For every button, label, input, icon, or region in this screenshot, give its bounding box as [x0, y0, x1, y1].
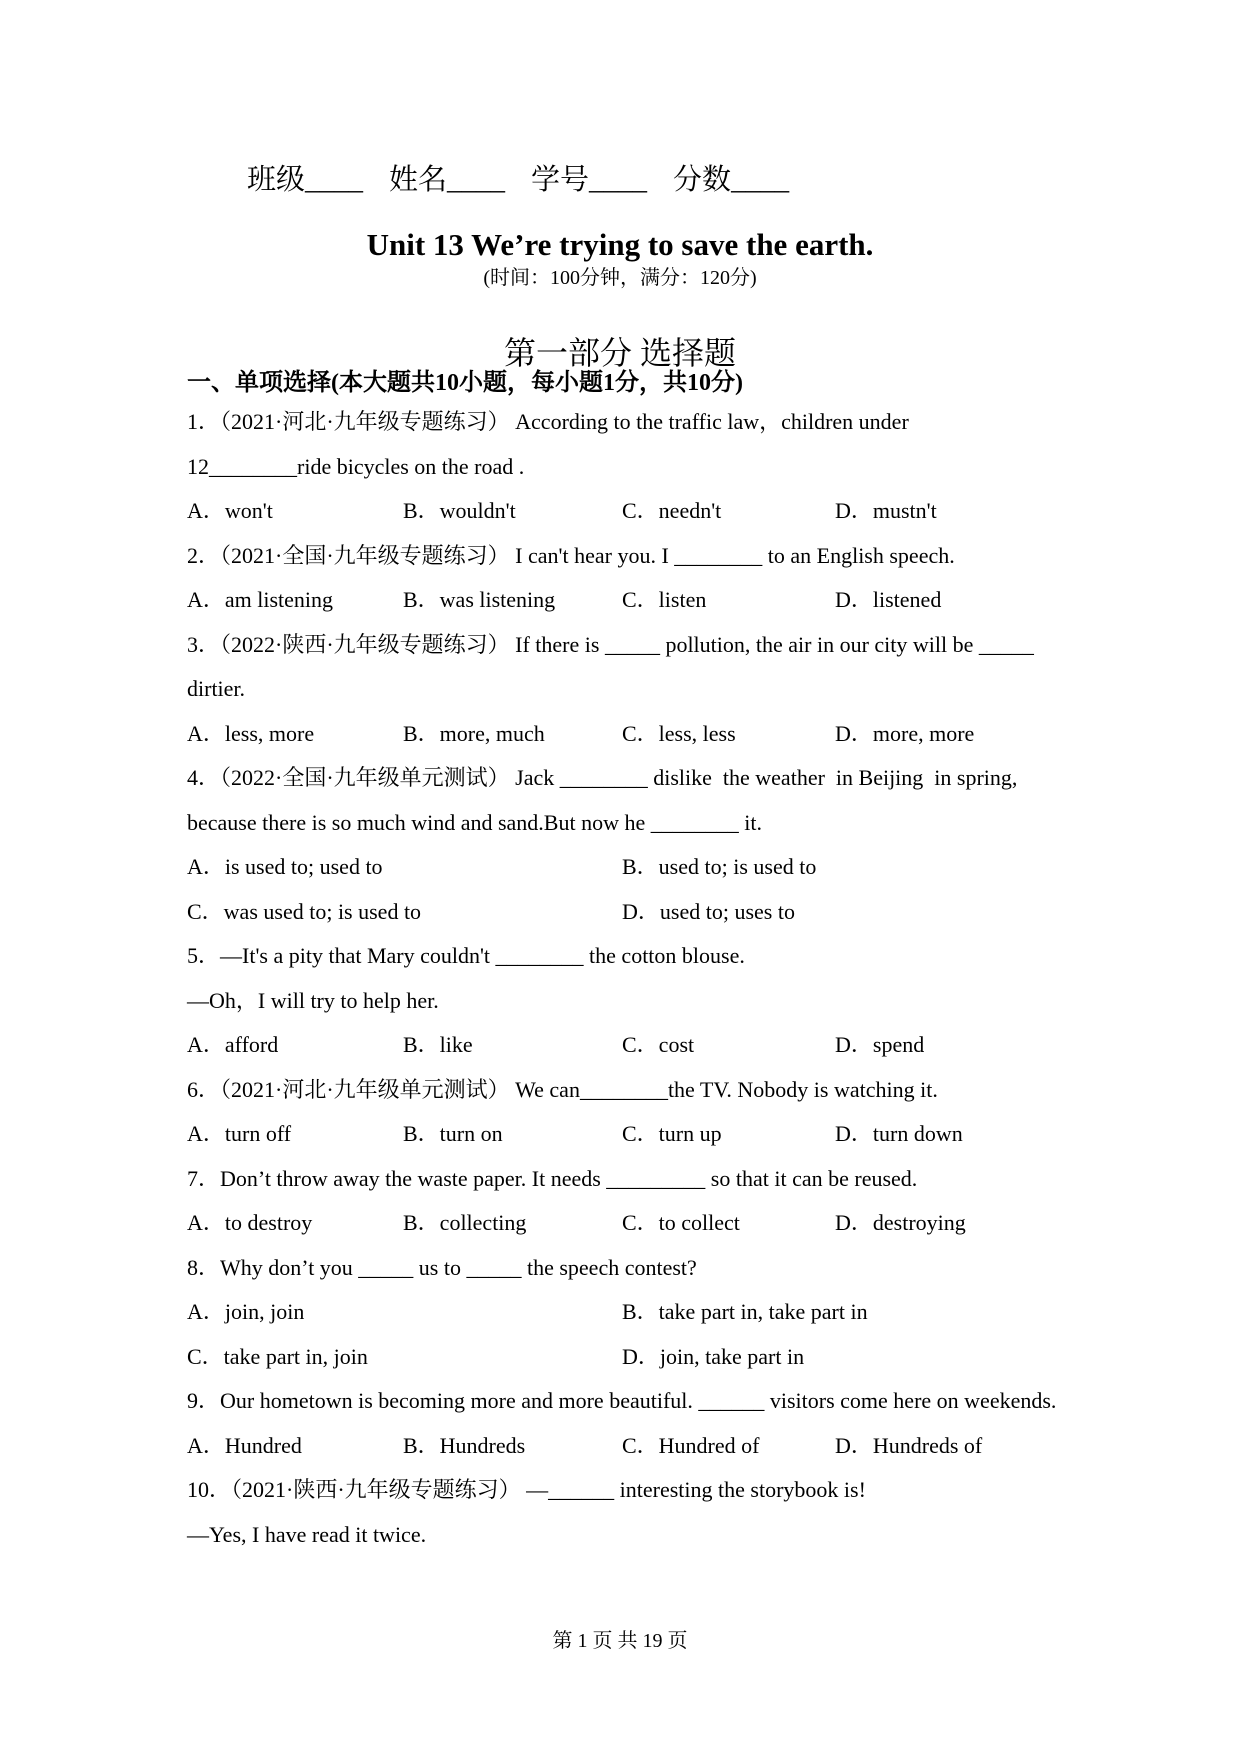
question-7-options-row: [187, 1201, 1073, 1246]
question-4-stem-line-1: 4．（2022·全国·九年级单元测试） Jack ________ dislike the weather in Beijing in spring,: [187, 765, 1018, 790]
question-4-options-row-cd: [187, 890, 1073, 935]
field-name-label: 姓名: [389, 164, 448, 196]
question-3-option-a: A．less, more: [187, 720, 315, 746]
question-7-option-c: C．to collect: [622, 1210, 740, 1235]
question-9-options-row: [187, 1424, 1073, 1469]
question-8-option-b: B．take part in, take part in: [622, 1299, 868, 1324]
field-class-label: 班级: [247, 164, 306, 196]
question-1-option-a: A．won't: [187, 498, 273, 523]
questions-body: [187, 400, 1073, 1557]
question-3-option-c: C．less, less: [622, 720, 736, 746]
field-student-id-label: 学号: [531, 164, 590, 196]
question-9-stem-line-1: 9．Our hometown is becoming more and more beautiful. ______ visitors come here on weekends.: [187, 1388, 1057, 1413]
question-8-option-d: D．join, take part in: [622, 1343, 805, 1369]
question-2-stem-line-1: 2．（2021·全国·九年级专题练习） I can't hear you. I ________ to an English speech.: [187, 542, 955, 568]
question-6-options-row: [187, 1112, 1073, 1157]
field-name: [389, 158, 505, 202]
field-score-label: 分数: [673, 164, 732, 196]
question-7-option-d: D．destroying: [835, 1210, 966, 1235]
question-1-option-b: B．wouldn't: [403, 498, 516, 523]
question-7-option-a: A．to destroy: [187, 1210, 313, 1235]
question-2-option-b: B．was listening: [403, 587, 556, 612]
question-5-options-row: [187, 1023, 1073, 1068]
question-4-option-a: A．is used to; used to: [187, 854, 383, 879]
field-student-id: [531, 158, 647, 202]
question-3-option-d: D．more, more: [835, 720, 975, 746]
question-4-option-c: C．was used to; is used to: [187, 898, 422, 924]
question-5-option-d: D．spend: [835, 1032, 925, 1057]
question-1-option-c: C．needn't: [622, 498, 722, 523]
question-8-option-c: C．take part in, join: [187, 1343, 368, 1369]
question-9-option-c: C．Hundred of: [622, 1432, 760, 1458]
question-10-stem-line-1: 10．（2021·陕西·九年级专题练习） —______ interesting the storybook is!: [187, 1477, 866, 1502]
question-2-option-c: C．listen: [622, 587, 707, 612]
question-6-stem-line-1: 6．（2021·河北·九年级单元测试） We can________the TV. Nobody is watching it.: [187, 1076, 938, 1102]
question-4-option-b: B．used to; is used to: [622, 854, 817, 879]
document-title: Unit 13 We’re trying to save the earth.: [366, 227, 874, 262]
field-class: [247, 158, 363, 202]
question-8-stem-line-1: 8．Why don’t you _____ us to _____ the speech contest?: [187, 1254, 697, 1280]
field-class-blank: ____: [305, 164, 364, 196]
question-9-option-b: B．Hundreds: [403, 1432, 526, 1458]
question-8-option-a: A．join, join: [187, 1299, 305, 1324]
question-4-stem-line-2: because there is so much wind and sand.But now he ________ it.: [187, 809, 762, 835]
field-score-blank: ____: [731, 164, 790, 196]
question-3-option-b: B．more, much: [403, 720, 545, 746]
field-score: [673, 158, 789, 202]
question-7-option-b: B．collecting: [403, 1210, 527, 1235]
question-1-options-row: [187, 489, 1073, 534]
part-one-heading: 第一部分 选择题: [503, 335, 736, 371]
question-5-option-a: A．afford: [187, 1032, 279, 1057]
question-5-stem-line-2: —Oh，I will try to help her.: [187, 987, 439, 1013]
single-choice-section-heading: 一、单项选择(本大题共10小题，每小题1分，共10分): [187, 370, 743, 396]
question-6-option-d: D．turn down: [835, 1121, 963, 1146]
question-4-option-d: D．used to; uses to: [622, 898, 795, 924]
question-10-stem-line-2: —Yes, I have read it twice.: [187, 1521, 427, 1547]
question-1-stem-line-1: 1．（2021·河北·九年级专题练习） According to the traffic law，children under: [187, 409, 909, 434]
question-3-stem-line-1: 3．（2022·陕西·九年级专题练习） If there is _____ pollution, the air in our city will be _____: [187, 631, 1034, 657]
question-9-option-d: D．Hundreds of: [835, 1432, 983, 1458]
question-9-option-a: A．Hundred: [187, 1432, 302, 1458]
field-name-blank: ____: [447, 164, 506, 196]
question-2-options-row: [187, 578, 1073, 623]
question-1-option-d: D．mustn't: [835, 498, 937, 523]
question-5-option-c: C．cost: [622, 1032, 695, 1057]
question-5-stem-line-1: 5．—It's a pity that Mary couldn't ________ the cotton blouse.: [187, 943, 745, 968]
question-1-stem-line-2: 12________ride bicycles on the road .: [187, 453, 525, 479]
student-info-fields: [247, 158, 789, 202]
time-score-info: (时间：100分钟，满分：120分): [483, 267, 757, 289]
page-number-footer: 第 1 页 共 19 页: [552, 1630, 688, 1652]
question-3-stem-line-2: dirtier.: [187, 676, 246, 701]
question-6-option-c: C．turn up: [622, 1121, 722, 1146]
question-5-option-b: B．like: [403, 1032, 473, 1057]
question-3-options-row: [187, 712, 1073, 757]
field-student-id-blank: ____: [589, 164, 648, 196]
question-6-option-b: B．turn on: [403, 1121, 503, 1146]
question-6-option-a: A．turn off: [187, 1121, 292, 1146]
question-2-option-a: A．am listening: [187, 587, 334, 612]
question-4-options-row-ab: [187, 845, 1073, 890]
question-8-options-row-cd: [187, 1335, 1073, 1380]
question-2-option-d: D．listened: [835, 587, 942, 612]
question-7-stem-line-1: 7．Don’t throw away the waste paper. It needs _________ so that it can be reused.: [187, 1165, 918, 1191]
question-8-options-row-ab: [187, 1290, 1073, 1335]
